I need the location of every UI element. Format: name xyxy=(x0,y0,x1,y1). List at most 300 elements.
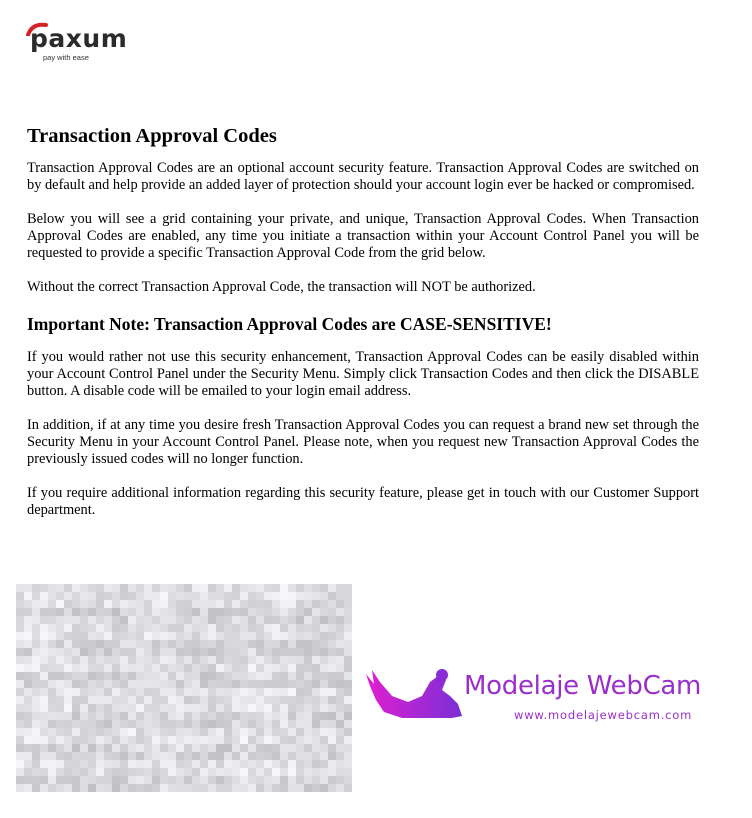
grid-pixel xyxy=(72,712,80,720)
grid-pixel xyxy=(240,616,248,624)
grid-pixel xyxy=(320,744,328,752)
grid-pixel xyxy=(344,656,352,664)
grid-pixel xyxy=(192,608,200,616)
grid-pixel xyxy=(328,592,336,600)
grid-pixel xyxy=(224,760,232,768)
grid-pixel xyxy=(144,584,152,592)
grid-pixel xyxy=(312,736,320,744)
grid-pixel xyxy=(96,680,104,688)
grid-pixel xyxy=(152,688,160,696)
grid-pixel xyxy=(256,656,264,664)
grid-pixel xyxy=(32,640,40,648)
grid-pixel xyxy=(128,664,136,672)
document-body xyxy=(27,124,699,536)
grid-pixel xyxy=(312,664,320,672)
grid-pixel xyxy=(296,672,304,680)
grid-pixel xyxy=(264,648,272,656)
grid-pixel xyxy=(112,672,120,680)
grid-pixel xyxy=(64,768,72,776)
grid-pixel xyxy=(336,664,344,672)
grid-pixel xyxy=(176,672,184,680)
grid-pixel xyxy=(248,728,256,736)
grid-pixel xyxy=(72,768,80,776)
grid-pixel xyxy=(152,696,160,704)
grid-pixel xyxy=(80,736,88,744)
grid-pixel xyxy=(320,752,328,760)
grid-pixel xyxy=(112,664,120,672)
grid-pixel xyxy=(224,632,232,640)
grid-pixel xyxy=(64,744,72,752)
grid-pixel xyxy=(184,752,192,760)
grid-pixel xyxy=(328,768,336,776)
grid-pixel xyxy=(296,728,304,736)
grid-pixel xyxy=(296,664,304,672)
grid-pixel xyxy=(336,672,344,680)
grid-pixel xyxy=(48,728,56,736)
grid-pixel xyxy=(272,592,280,600)
grid-pixel xyxy=(40,760,48,768)
grid-pixel xyxy=(96,616,104,624)
grid-pixel xyxy=(144,680,152,688)
grid-pixel xyxy=(208,728,216,736)
grid-pixel xyxy=(320,768,328,776)
grid-pixel xyxy=(40,584,48,592)
grid-pixel xyxy=(16,608,24,616)
grid-pixel xyxy=(240,640,248,648)
grid-pixel xyxy=(112,616,120,624)
grid-pixel xyxy=(208,592,216,600)
grid-pixel xyxy=(192,776,200,784)
code-grid-pixelated xyxy=(16,584,352,792)
grid-pixel xyxy=(184,632,192,640)
grid-pixel xyxy=(40,752,48,760)
support-paragraph: If you require additional information regarding this security feature, please get in touch with our Customer Support department. xyxy=(27,485,699,518)
grid-pixel xyxy=(88,672,96,680)
grid-pixel xyxy=(64,600,72,608)
grid-pixel xyxy=(88,664,96,672)
grid-pixel xyxy=(144,672,152,680)
grid-pixel xyxy=(176,768,184,776)
grid-pixel xyxy=(96,624,104,632)
grid-pixel xyxy=(256,760,264,768)
grid-pixel xyxy=(128,776,136,784)
grid-pixel xyxy=(248,648,256,656)
grid-pixel xyxy=(56,720,64,728)
grid-pixel xyxy=(256,616,264,624)
grid-pixel xyxy=(304,760,312,768)
grid-pixel xyxy=(88,776,96,784)
grid-pixel xyxy=(24,640,32,648)
grid-pixel xyxy=(304,720,312,728)
grid-pixel xyxy=(200,720,208,728)
grid-pixel xyxy=(104,736,112,744)
grid-pixel xyxy=(296,640,304,648)
grid-pixel xyxy=(312,704,320,712)
grid-pixel xyxy=(224,728,232,736)
grid-pixel xyxy=(288,784,296,792)
grid-pixel xyxy=(264,632,272,640)
grid-pixel xyxy=(176,752,184,760)
grid-pixel xyxy=(272,752,280,760)
grid-pixel xyxy=(64,704,72,712)
grid-pixel xyxy=(104,728,112,736)
grid-pixel xyxy=(312,688,320,696)
grid-pixel xyxy=(304,736,312,744)
grid-pixel xyxy=(112,648,120,656)
authorization-paragraph: Without the correct Transaction Approval Code, the transaction will NOT be authorized. xyxy=(27,279,536,295)
grid-pixel xyxy=(72,752,80,760)
grid-pixel xyxy=(328,616,336,624)
grid-pixel xyxy=(48,720,56,728)
grid-pixel xyxy=(136,720,144,728)
grid-pixel xyxy=(232,736,240,744)
grid-pixel xyxy=(256,640,264,648)
grid-pixel xyxy=(160,608,168,616)
grid-pixel xyxy=(280,688,288,696)
grid-pixel xyxy=(240,712,248,720)
grid-pixel xyxy=(64,688,72,696)
grid-pixel xyxy=(72,624,80,632)
grid-pixel xyxy=(152,776,160,784)
grid-pixel xyxy=(176,616,184,624)
grid-pixel xyxy=(224,680,232,688)
grid-pixel xyxy=(152,784,160,792)
grid-pixel xyxy=(24,664,32,672)
grid-pixel xyxy=(128,616,136,624)
grid-pixel xyxy=(160,600,168,608)
grid-pixel xyxy=(208,600,216,608)
grid-pixel xyxy=(104,776,112,784)
grid-pixel xyxy=(40,736,48,744)
grid-pixel xyxy=(32,728,40,736)
grid-pixel xyxy=(280,704,288,712)
grid-pixel xyxy=(272,696,280,704)
grid-pixel xyxy=(72,760,80,768)
grid-pixel xyxy=(104,656,112,664)
grid-pixel xyxy=(136,704,144,712)
grid-pixel xyxy=(304,640,312,648)
grid-pixel xyxy=(312,760,320,768)
grid-pixel xyxy=(224,584,232,592)
grid-pixel xyxy=(344,584,352,592)
grid-pixel xyxy=(80,720,88,728)
grid-pixel xyxy=(72,736,80,744)
grid-pixel xyxy=(16,712,24,720)
grid-pixel xyxy=(88,728,96,736)
grid-pixel xyxy=(16,760,24,768)
grid-pixel xyxy=(192,640,200,648)
grid-pixel xyxy=(160,584,168,592)
grid-pixel xyxy=(256,600,264,608)
grid-pixel xyxy=(48,768,56,776)
grid-pixel xyxy=(192,736,200,744)
grid-pixel xyxy=(96,728,104,736)
grid-pixel xyxy=(240,728,248,736)
grid-pixel xyxy=(40,720,48,728)
grid-pixel xyxy=(24,600,32,608)
grid-pixel xyxy=(88,632,96,640)
grid-pixel xyxy=(248,736,256,744)
grid-pixel xyxy=(32,704,40,712)
grid-pixel xyxy=(104,648,112,656)
grid-pixel xyxy=(168,728,176,736)
grid-pixel xyxy=(216,712,224,720)
grid-pixel xyxy=(256,736,264,744)
grid-pixel xyxy=(88,656,96,664)
grid-pixel xyxy=(48,784,56,792)
grid-pixel xyxy=(224,624,232,632)
grid-pixel xyxy=(264,784,272,792)
grid-pixel xyxy=(136,616,144,624)
grid-pixel xyxy=(272,600,280,608)
grid-pixel xyxy=(152,624,160,632)
grid-pixel xyxy=(176,688,184,696)
grid-pixel xyxy=(136,640,144,648)
grid-pixel xyxy=(224,664,232,672)
grid-pixel xyxy=(320,608,328,616)
grid-pixel xyxy=(192,752,200,760)
grid-pixel xyxy=(64,720,72,728)
grid-pixel xyxy=(288,688,296,696)
grid-pixel xyxy=(80,768,88,776)
grid-pixel xyxy=(56,640,64,648)
grid-pixel xyxy=(104,688,112,696)
grid-pixel xyxy=(120,656,128,664)
grid-pixel xyxy=(72,640,80,648)
watermark-url: www.modelajewebcam.com xyxy=(514,708,693,722)
grid-pixel xyxy=(144,712,152,720)
grid-pixel xyxy=(64,696,72,704)
grid-pixel xyxy=(264,728,272,736)
grid-pixel xyxy=(184,712,192,720)
grid-pixel xyxy=(248,760,256,768)
grid-pixel xyxy=(256,768,264,776)
grid-pixel xyxy=(24,656,32,664)
grid-pixel xyxy=(248,776,256,784)
grid-pixel xyxy=(312,696,320,704)
grid-pixel xyxy=(88,704,96,712)
grid-pixel xyxy=(104,752,112,760)
grid-pixel xyxy=(120,760,128,768)
grid-pixel xyxy=(168,616,176,624)
grid-pixel xyxy=(344,704,352,712)
grid-pixel xyxy=(216,656,224,664)
grid-pixel xyxy=(48,744,56,752)
grid-pixel xyxy=(120,744,128,752)
grid-pixel xyxy=(280,672,288,680)
grid-pixel xyxy=(272,688,280,696)
grid-pixel xyxy=(320,624,328,632)
grid-pixel xyxy=(312,592,320,600)
grid-pixel xyxy=(112,632,120,640)
grid-pixel xyxy=(56,712,64,720)
grid-pixel xyxy=(64,584,72,592)
grid-pixel xyxy=(216,616,224,624)
grid-pixel xyxy=(248,672,256,680)
grid-pixel xyxy=(216,608,224,616)
grid-pixel xyxy=(296,736,304,744)
grid-pixel xyxy=(304,632,312,640)
grid-pixel xyxy=(264,768,272,776)
grid-pixel xyxy=(256,632,264,640)
grid-pixel xyxy=(248,768,256,776)
grid-pixel xyxy=(72,616,80,624)
grid-pixel xyxy=(144,648,152,656)
grid-pixel xyxy=(240,680,248,688)
grid-pixel xyxy=(192,784,200,792)
grid-pixel xyxy=(312,744,320,752)
intro-paragraph: Transaction Approval Codes are an optional account security feature. Transaction Approval Codes are switched on by default and help provide an added layer of protection should your account login ever be hacked or compromised. xyxy=(27,160,699,193)
grid-pixel xyxy=(232,704,240,712)
grid-pixel xyxy=(104,600,112,608)
grid-pixel xyxy=(272,584,280,592)
grid-pixel xyxy=(120,640,128,648)
grid-pixel xyxy=(72,592,80,600)
grid-pixel xyxy=(72,704,80,712)
grid-pixel xyxy=(200,616,208,624)
grid-pixel xyxy=(176,720,184,728)
grid-pixel xyxy=(136,648,144,656)
grid-pixel xyxy=(192,680,200,688)
grid-pixel xyxy=(56,656,64,664)
grid-pixel xyxy=(144,624,152,632)
grid-pixel xyxy=(192,696,200,704)
grid-pixel xyxy=(104,680,112,688)
grid-pixel xyxy=(32,616,40,624)
grid-pixel xyxy=(264,744,272,752)
grid-pixel xyxy=(200,752,208,760)
grid-pixel xyxy=(184,584,192,592)
grid-pixel xyxy=(48,696,56,704)
grid-pixel xyxy=(56,704,64,712)
grid-pixel xyxy=(104,608,112,616)
grid-pixel xyxy=(120,664,128,672)
grid-pixel xyxy=(240,776,248,784)
grid-pixel xyxy=(224,752,232,760)
grid-pixel xyxy=(272,736,280,744)
grid-pixel xyxy=(216,664,224,672)
grid-pixel xyxy=(296,768,304,776)
grid-pixel xyxy=(72,608,80,616)
grid-pixel xyxy=(344,760,352,768)
grid-pixel xyxy=(80,728,88,736)
grid-pixel xyxy=(272,776,280,784)
grid-pixel xyxy=(232,760,240,768)
grid-pixel xyxy=(304,768,312,776)
grid-pixel xyxy=(128,768,136,776)
important-note-heading: Important Note: Transaction Approval Codes are CASE-SENSITIVE! xyxy=(27,314,552,334)
grid-pixel xyxy=(48,616,56,624)
grid-pixel xyxy=(112,680,120,688)
grid-pixel xyxy=(328,600,336,608)
grid-pixel xyxy=(192,728,200,736)
grid-pixel xyxy=(264,616,272,624)
grid-pixel xyxy=(56,768,64,776)
grid-pixel xyxy=(88,736,96,744)
grid-pixel xyxy=(272,632,280,640)
grid-pixel xyxy=(96,752,104,760)
grid-pixel xyxy=(336,584,344,592)
grid-pixel xyxy=(304,656,312,664)
grid-pixel xyxy=(248,624,256,632)
grid-pixel xyxy=(80,648,88,656)
grid-pixel xyxy=(88,688,96,696)
grid-pixel xyxy=(216,600,224,608)
grid-pixel xyxy=(128,728,136,736)
grid-pixel xyxy=(200,656,208,664)
grid-pixel xyxy=(64,640,72,648)
grid-pixel xyxy=(160,768,168,776)
grid-pixel xyxy=(288,712,296,720)
grid-pixel xyxy=(280,584,288,592)
grid-pixel xyxy=(256,664,264,672)
logo-tagline: pay with ease xyxy=(43,53,89,62)
grid-pixel xyxy=(168,752,176,760)
grid-pixel xyxy=(200,776,208,784)
grid-pixel xyxy=(136,696,144,704)
grid-pixel xyxy=(208,664,216,672)
grid-pixel xyxy=(272,672,280,680)
grid-pixel xyxy=(40,728,48,736)
grid-pixel xyxy=(280,736,288,744)
grid-pixel xyxy=(288,648,296,656)
grid-pixel xyxy=(168,768,176,776)
grid-pixel xyxy=(88,648,96,656)
grid-pixel xyxy=(72,656,80,664)
grid-pixel xyxy=(240,736,248,744)
grid-pixel xyxy=(184,616,192,624)
grid-pixel xyxy=(168,664,176,672)
grid-pixel xyxy=(280,680,288,688)
grid-pixel xyxy=(112,712,120,720)
grid-pixel xyxy=(296,592,304,600)
grid-pixel xyxy=(56,584,64,592)
grid-pixel xyxy=(136,664,144,672)
reclining-woman-silhouette-icon xyxy=(362,666,472,726)
grid-pixel xyxy=(32,760,40,768)
grid-pixel xyxy=(328,712,336,720)
grid-pixel xyxy=(224,608,232,616)
grid-pixel xyxy=(296,760,304,768)
grid-pixel xyxy=(216,776,224,784)
grid-pixel xyxy=(248,600,256,608)
grid-pixel xyxy=(320,672,328,680)
grid-pixel xyxy=(152,712,160,720)
grid-pixel xyxy=(272,720,280,728)
grid-pixel xyxy=(112,728,120,736)
grid-pixel xyxy=(40,624,48,632)
grid-pixel xyxy=(40,592,48,600)
grid-pixel xyxy=(48,640,56,648)
grid-pixel xyxy=(24,752,32,760)
grid-pixel xyxy=(248,688,256,696)
grid-pixel xyxy=(192,648,200,656)
grid-pixel xyxy=(200,648,208,656)
grid-pixel xyxy=(264,704,272,712)
grid-pixel xyxy=(312,656,320,664)
grid-pixel xyxy=(304,688,312,696)
grid-pixel xyxy=(184,592,192,600)
grid-pixel xyxy=(80,592,88,600)
grid-pixel xyxy=(152,680,160,688)
grid-pixel xyxy=(56,672,64,680)
grid-pixel xyxy=(88,600,96,608)
grid-pixel xyxy=(344,784,352,792)
grid-pixel xyxy=(64,616,72,624)
grid-pixel xyxy=(80,624,88,632)
grid-pixel xyxy=(96,600,104,608)
grid-pixel xyxy=(328,648,336,656)
